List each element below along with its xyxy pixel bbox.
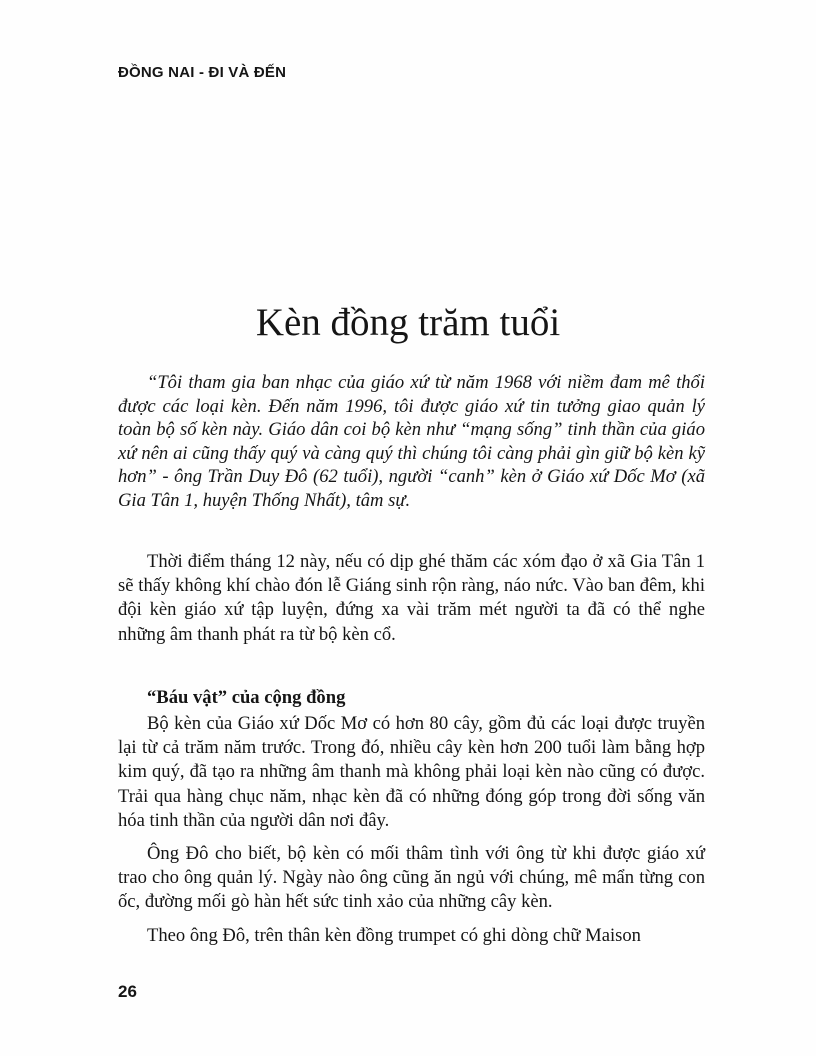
body-paragraph-2: Bộ kèn của Giáo xứ Dốc Mơ có hơn 80 cây, gồm đủ các loại được truyền lại từ cả trăm năm trước. Trong đó, nhiều cây kèn hơn 200 tuổi làm bằng hợp kim quý, đã tạo ra những âm thanh mà không phải loại kèn nào cũng có được. Trải qua hàng chục năm, nhạc kèn đã có những đóng góp trong đời sống văn hóa tinh thần của người dân nơi đây. bbox=[118, 713, 705, 831]
body-paragraph-4: Theo ông Đô, trên thân kèn đồng trumpet có ghi dòng chữ Maison bbox=[147, 925, 641, 946]
section-subheading: “Báu vật” của cộng đồng bbox=[147, 687, 346, 708]
article-title: Kèn đồng trăm tuổi bbox=[255, 301, 561, 344]
body-paragraph-1: Thời điểm tháng 12 này, nếu có dịp ghé thăm các xóm đạo ở xã Gia Tân 1 sẽ thấy không khí chào đón lễ Giáng sinh rộn ràng, náo nức. Vào ban đêm, khi đội kèn giáo xứ tập luyện, đứng xa vài trăm mét người ta đã có thể nghe những âm thanh phát ra từ bộ kèn cổ. bbox=[118, 551, 705, 645]
article-epigraph: “Tôi tham gia ban nhạc của giáo xứ từ năm 1968 với niềm đam mê thổi được các loại kèn. Đến năm 1996, tôi được giáo xứ tin tưởng giao quản lý toàn bộ số kèn này. Giáo dân coi bộ kèn như “mạng sống” tinh thần của giáo xứ nên ai cũng thấy quý và càng quý thì chúng tôi càng phải gìn giữ bộ kèn kỹ hơn” - ông Trần Duy Đô (62 tuổi), người “canh” kèn ở Giáo xứ Dốc Mơ (xã Gia Tân 1, huyện Thống Nhất), tâm sự. bbox=[118, 372, 705, 511]
running-header: ĐỒNG NAI - ĐI VÀ ĐẾN bbox=[118, 64, 287, 81]
page-number: 26 bbox=[118, 982, 137, 1001]
body-paragraph-3: Ông Đô cho biết, bộ kèn có mối thâm tình với ông từ khi được giáo xứ trao cho ông quản lý. Ngày nào ông cũng ăn ngủ với chúng, mê mẩn từng con ốc, đường mối gò hàn hết sức tinh xảo của những cây kèn. bbox=[118, 843, 705, 913]
